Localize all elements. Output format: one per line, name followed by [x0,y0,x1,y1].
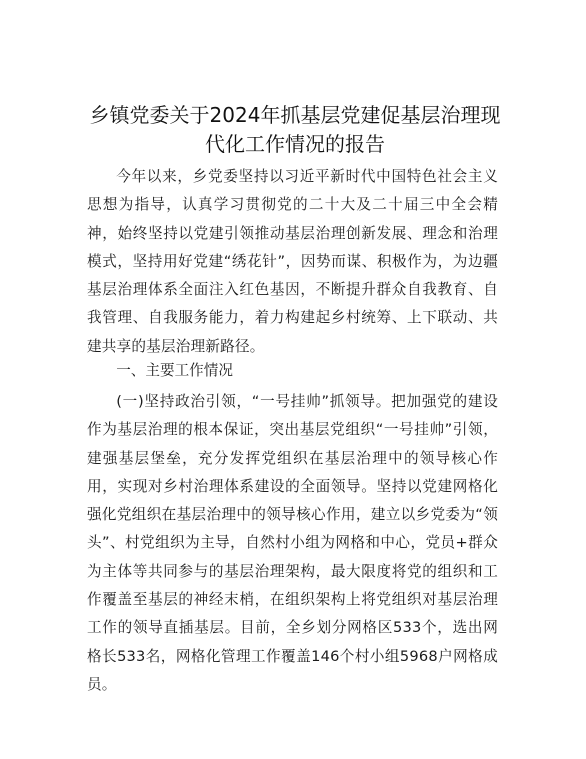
body-paragraph-political-leadership: (一)坚持政治引领，“一号挂帅”抓领导。把加强党的建设作为基层治理的根本保证，突出基层党组织“一号挂帅”引领，建强基层堡垒，充分发挥党组织在基层治理中的领导核心作用，实现对乡村治理体系建设的全面领导。坚持以党建网格化强化党组织在基层治理中的领导核心作用，建立以乡党委为“领头”、村党组织为主导，自然村小组为网格和中心，党员+群众为主体等共同参与的基层治理架构，最大限度将党的组织和工作覆盖至基层的神经末梢，在组织架构上将党组织对基层治理工作的领导直插基层。目前，全乡划分网格区533个，选出网格长533名，网格化管理工作覆盖146个村小组5968户网格成员。 [87,393,498,693]
document-title: 乡镇党委关于2024年抓基层党建促基层治理现代化工作情况的报告 [89,103,501,156]
section-heading-main-work: 一、主要工作情况 [116,362,233,379]
intro-paragraph: 今年以来，乡党委坚持以习近平新时代中国特色社会主义思想为指导，认真学习贯彻党的二十大及二十届三中全会精神，始终坚持以党建引领推动基层治理创新发展、理念和治理模式，坚持用好党建“绣花针”，因势而谋、积极作为，为边疆基层治理体系全面注入红色基因，不断提升群众自我教育、自我管理、自我服务能力，着力构建起乡村统筹、上下联动、共建共享的基层治理新路径。 [87,168,498,355]
